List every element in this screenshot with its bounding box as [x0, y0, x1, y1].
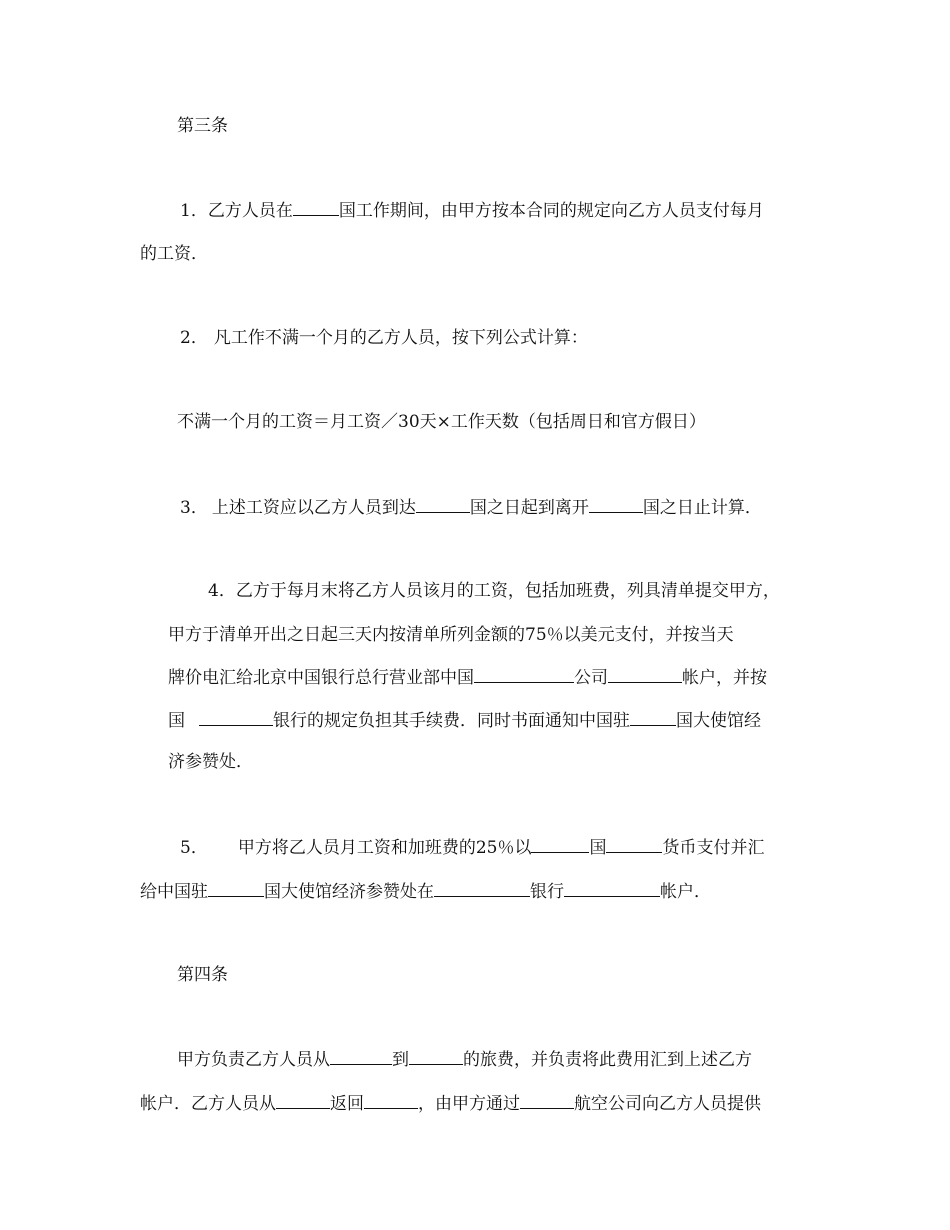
- clause-3-1-line-1: [180, 199, 764, 222]
- fill-in-blank[interactable]: [276, 1092, 330, 1109]
- clause-number: 1．: [180, 201, 208, 221]
- clause-number: 5．: [180, 838, 208, 858]
- clause-text: 帐户，并按: [682, 668, 767, 688]
- clause-text: 上述工资应以乙方人员到达: [211, 498, 416, 518]
- clause-text: 的旅费，并负责将此费用汇到上述乙方: [463, 1050, 752, 1070]
- clause-text: 国之日起到离开: [469, 498, 589, 518]
- clause-3-3: [180, 496, 762, 519]
- clause-3-5-line-1: [180, 836, 764, 859]
- clause-text: 货币支付并汇: [662, 838, 765, 858]
- salary-formula: 不满一个月的工资＝月工资／30天×工作天数（包括周日和官方假日）: [177, 412, 706, 432]
- clause-text: 国工作期间，由甲方按本合同的规定向乙方人员支付每月: [338, 201, 764, 221]
- clause-text: 凡工作不满一个月的乙方人员，按下列公式计算：: [213, 328, 588, 348]
- clause-text: 国: [589, 838, 607, 858]
- clause-text: 银行的规定负担其手续费．同时书面通知中国驻: [273, 711, 630, 731]
- fill-in-blank[interactable]: [630, 709, 676, 726]
- clause-text: 银行: [530, 882, 564, 902]
- clause-3-4-line-2: 甲方于清单开出之日起三天内按清单所列金额的75％以美元支付，并按当天: [168, 625, 734, 645]
- clause-text: 到: [392, 1050, 409, 1070]
- clause-text: 甲方将乙人员月工资和加班费的25％以: [237, 838, 532, 858]
- clause-text: 国大使馆经: [676, 711, 761, 731]
- clause-text: 牌价电汇给北京中国银行总行营业部中国: [168, 668, 474, 688]
- clause-text: 帐户．: [660, 882, 711, 902]
- clause-number: 3．: [180, 498, 208, 518]
- fill-in-blank[interactable]: [330, 1048, 392, 1065]
- fill-in-blank[interactable]: [520, 1092, 574, 1109]
- clause-text: 国: [168, 711, 185, 731]
- fill-in-blank[interactable]: [531, 836, 589, 853]
- clause-3-4-line-1: [208, 580, 780, 602]
- fill-in-blank[interactable]: [606, 836, 662, 853]
- article-4-heading: 第四条: [177, 965, 228, 985]
- clause-text: 国大使馆经济参赞处在: [264, 882, 434, 902]
- clause-text: 国之日止计算．: [642, 498, 762, 518]
- clause-text: 帐户．乙方人员从: [140, 1094, 276, 1114]
- article-4-line-1: [177, 1048, 752, 1071]
- clause-3-4-line-5: 济参赞处．: [168, 752, 253, 772]
- clause-text: 返回: [330, 1094, 364, 1114]
- clause-3-1-line-2: 的工资．: [140, 244, 208, 264]
- clause-3-2: [180, 327, 588, 349]
- fill-in-blank[interactable]: [589, 496, 643, 513]
- clause-3-5-line-2: [140, 880, 711, 903]
- clause-3-4-line-4: [168, 709, 761, 732]
- fill-in-blank[interactable]: [208, 880, 264, 897]
- clause-3-4-line-3: [168, 666, 767, 689]
- clause-text: 乙方人员在: [207, 201, 293, 221]
- clause-number: 2．: [180, 328, 208, 348]
- clause-number: 4．: [208, 581, 236, 601]
- fill-in-blank[interactable]: [608, 666, 682, 683]
- fill-in-blank[interactable]: [364, 1092, 418, 1109]
- fill-in-blank[interactable]: [564, 880, 660, 897]
- fill-in-blank[interactable]: [409, 1048, 463, 1065]
- clause-text: 航空公司向乙方人员提供: [574, 1094, 761, 1114]
- clause-text: 公司: [574, 668, 608, 688]
- clause-text: 甲方负责乙方人员从: [177, 1050, 330, 1070]
- clause-text: 乙方于每月末将乙方人员该月的工资，包括加班费，列具清单提交甲方，: [235, 581, 780, 601]
- clause-text: ，由甲方通过: [418, 1094, 520, 1114]
- fill-in-blank[interactable]: [474, 666, 574, 683]
- fill-in-blank[interactable]: [293, 199, 339, 216]
- fill-in-blank[interactable]: [416, 496, 470, 513]
- clause-text: 给中国驻: [140, 882, 208, 902]
- fill-in-blank[interactable]: [199, 709, 273, 726]
- article-3-heading: 第三条: [177, 116, 228, 136]
- article-4-line-2: [140, 1092, 761, 1115]
- fill-in-blank[interactable]: [434, 880, 530, 897]
